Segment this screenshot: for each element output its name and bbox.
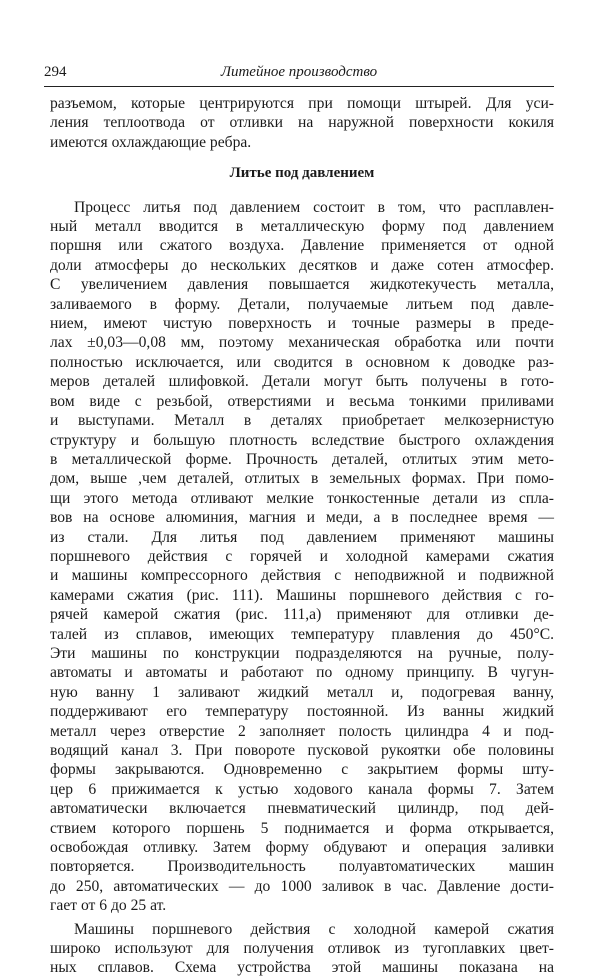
text-line: вов на основе алюминия, магния и меди, а в последнее время — [50,509,554,527]
text-line: Процесс литья под давлением состоит в том, что расплавлен- [74,198,554,216]
text-line: освобождая отливку. Затем форму обдувают и операция заливки [50,839,554,857]
text-line: автоматы и автоматы и работают по одному принципу. В чугун- [50,664,554,682]
text-line: широко используют для получения отливок из тугоплавких цвет- [50,940,554,958]
text-line: ных сплавов. Схема устройства этой машины показана на [50,959,554,977]
text-line: Эти машины по конструкции подразделяются на ручные, полу- [50,644,554,662]
text-line: из стали. Для литья под давлением применяют машины [50,528,554,546]
text-line: автоматически включается пневматический цилиндр, под дей- [50,800,554,818]
text-line: ный металл вводится в металлическую форму под давлением [50,218,554,236]
text-line: формы закрываются. Одновременно с закрытием формы шту- [50,761,554,779]
text-line: поршня или сжатого воздуха. Давление применяется от одной [50,237,554,255]
text-line: металл через отверстие 2 заполняет полость цилиндра 4 и под- [50,722,554,740]
text-line: структуру и большую плотность вследствие быстрого охлаждения [50,431,554,449]
text-line: С увеличением давления повышается жидкотекучесть металла, [50,276,554,294]
page-number: 294 [44,64,67,80]
text-line: лах ±0,03—0,08 мм, поэтому механическая обработка или почти [50,334,554,352]
text-line: нием, имеют чистую поверхность и точные размеры в преде- [50,315,554,333]
text-line: поддерживают его температуру постоянной. Из ванны жидкий [50,703,554,721]
text-line: полностью исключается, или сводится в основном к доводке раз- [50,353,554,371]
text-line: ления теплоотвода от отливки на наружной поверхности кокиля [50,114,554,132]
paragraph-2 [50,920,554,978]
text-line: до 250, автоматических — до 1000 заливок в час. Давление дости- [50,877,554,895]
text-line: повторяется. Производительность полуавтоматических машин [50,858,554,876]
running-title: Литейное производство [220,64,378,80]
paragraph-1 [50,198,554,916]
text-line: в металлической форме. Прочность деталей, отлитых этим мето- [50,450,554,468]
text-line: доли атмосферы до нескольких десятков и даже сотен атмосфер. [50,256,554,274]
text-line: дом, выше ,чем деталей, отлитых в земельных формах. При помо- [50,470,554,488]
text-line: разъемом, которые центрируются при помощи штырей. Для уси- [50,95,554,112]
text-line: водящий канал 3. При повороте пусковой рукоятки обе половины [50,742,554,759]
text-line: рячей камерой сжатия (рис. 111,а) применяют для отливки де- [50,606,554,624]
text-line: камерами сжатия (рис. 111). Машины поршневого действия с го- [50,586,554,604]
text-line: цер 6 прижимается к устью ходового канала формы 7. Затем [50,780,554,798]
text-line: ствием которого поршень 5 поднимается и форма открывается, [50,819,554,837]
body-text [50,94,554,978]
text-line: имеются охлаждающие ребра. [50,133,252,151]
text-line: Машины поршневого действия с холодной камерой сжатия [74,920,554,938]
text-line: меров деталей шлифовкой. Детали могут быть получены в гото- [50,373,554,391]
section-title: Литье под давлением [229,165,375,182]
text-line: щи этого метода отливают мелкие тонкостенные детали из спла- [50,489,554,507]
text-line: гает от 6 до 25 ат. [50,897,167,915]
text-line: и выступами. Металл в деталях приобретает мелкозернистую [50,412,554,430]
text-line: талей из сплавов, имеющих температуру плавления до 450°С. [50,625,554,643]
text-line: ную ванну 1 заливают жидкий металл и, подогревая ванну, [50,683,554,701]
text-line: и машины компрессорного действия с неподвижной и подвижной [50,567,554,585]
header-rule [44,86,554,87]
intro-paragraph [50,94,554,152]
text-line: заливаемого в форму. Детали, получаемые литьем под давле- [50,295,554,313]
text-line: поршневого действия с горячей и холодной камерами сжатия [50,547,554,565]
text-line: вом виде с резьбой, отверстиями и весьма тонкими приливами [50,392,554,410]
page-header [44,64,554,84]
